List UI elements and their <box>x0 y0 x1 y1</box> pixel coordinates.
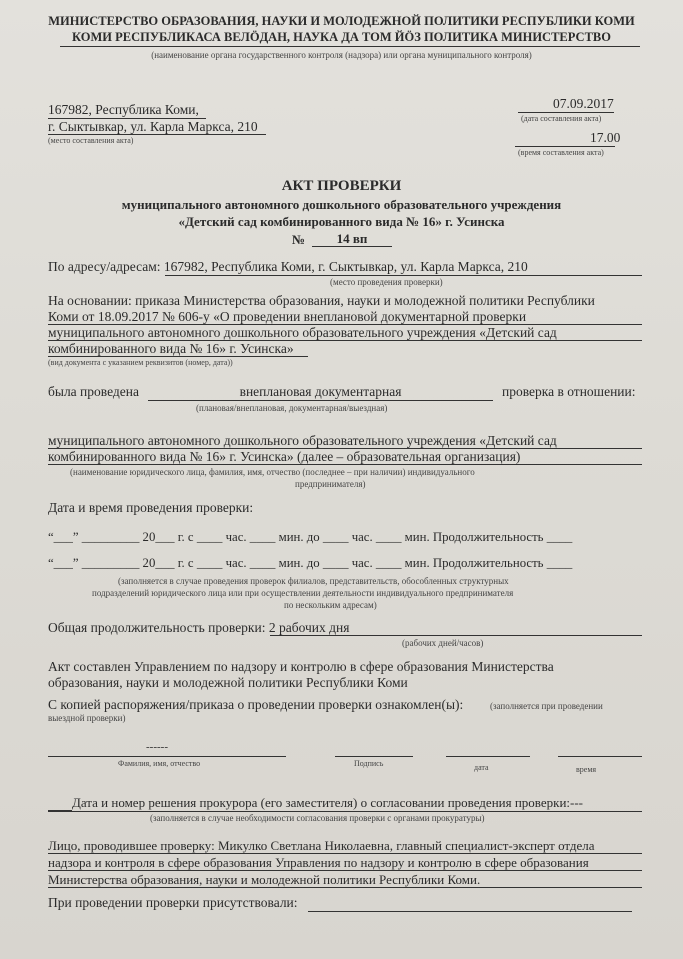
inspection-address: По адресу/адресам: 167982, Республика Коми, г. Сыктывкар, ул. Карла Маркса, 210 <box>48 259 528 274</box>
date-caption: (дата составления акта) <box>521 114 602 123</box>
duration-caption: (рабочих дней/часов) <box>402 638 484 648</box>
address-underline <box>165 275 642 276</box>
sig-name-line <box>48 756 286 757</box>
act-subtitle2: «Детский сад комбинированного вида № 16» г. Усинска <box>178 214 505 229</box>
basis-line3: муниципального автономного дошкольного образовательного учреждения «Детский сад <box>48 325 557 340</box>
ministry-name-ru: МИНИСТЕРСТВО ОБРАЗОВАНИЯ, НАУКИ И МОЛОДЕЖНОЙ ПОЛИТИКИ РЕСПУБЛИКИ КОМИ <box>48 14 635 28</box>
datetime-caption2: подразделений юридического лица или при осуществлении деятельности индивидуального предпринимателя <box>92 588 514 598</box>
place-underline2 <box>48 134 266 135</box>
entity-caption2: предпринимателя) <box>295 479 366 489</box>
act-number-underline <box>312 246 392 247</box>
datetime-caption1: (заполняется в случае проведения проверок филиалов, представительств, обособленных структурных <box>118 576 509 586</box>
act-number-sign: № <box>292 232 306 247</box>
inspection-type-suffix: проверка в отношении: <box>502 384 636 399</box>
header-underline <box>60 46 640 47</box>
act-number: 14 вп <box>336 231 368 246</box>
datetime-row1: “___” _________ 20___ г. с ____ час. ____ мин. до ____ час. ____ мин. Продолжительность ____ <box>48 530 573 544</box>
entity-line1: муниципального автономного дошкольного образовательного учреждения «Детский сад <box>48 433 557 448</box>
act-subtitle1: муниципального автономного дошкольного образовательного учреждения <box>121 197 562 212</box>
sig-date-line <box>446 756 530 757</box>
entity-caption1: (наименование юридического лица, фамилия, имя, отчество (последнее – при наличии) индивидуального <box>70 467 475 477</box>
inspection-type-underline <box>148 400 493 401</box>
entity-underline1 <box>48 448 642 449</box>
basis-underline2 <box>48 324 642 325</box>
caption-date: дата <box>474 763 489 772</box>
present-label: При проведении проверки присутствовали: <box>48 895 298 910</box>
caption-signature: Подпись <box>354 759 384 768</box>
prosecutor-underline <box>48 811 642 812</box>
place-line1: 167982, Республика Коми, <box>48 102 199 117</box>
inspection-type-value: внеплановая документарная <box>239 384 402 399</box>
present-underline <box>308 911 632 912</box>
acquainted-text: С копией распоряжения/приказа о проведении проверки ознакомлен(ы): <box>48 697 464 712</box>
caption-time: время <box>576 765 597 774</box>
compiled-line2: образования, науки и молодежной политики Республики Коми <box>48 675 408 690</box>
act-time: 17.00 <box>590 130 621 145</box>
compiled-line1: Акт составлен Управлением по надзору и контролю в сфере образования Министерства <box>48 659 554 674</box>
datetime-label: Дата и время проведения проверки: <box>48 500 254 515</box>
entity-line2: комбинированного вида № 16» г. Усинска» (далее – образовательная организация) <box>48 449 521 464</box>
ministry-name-komi: КОМИ РЕСПУБЛИКАСА ВЕЛÖДАН, НАУКА ДА ТОМ ЙÖЗ ПОЛИТИКА МИНИСТЕРСТВО <box>72 30 611 44</box>
basis-underline3 <box>48 340 642 341</box>
prosecutor-caption: (заполняется в случае необходимости согласования проверки с органами прокуратуры) <box>150 813 485 823</box>
inspector-line1: Лицо, проводившее проверку: Микулко Светлана Николаевна, главный специалист-эксперт отдела <box>48 838 595 853</box>
basis-line2: Коми от 18.09.2017 № 606-у «О проведении внеплановой документарной проверки <box>48 309 527 324</box>
datetime-caption3: по нескольким адресам) <box>284 600 377 610</box>
time-underline <box>515 146 615 147</box>
acquainted-note1: (заполняется при проведении <box>490 701 603 711</box>
caption-full-name: Фамилия, имя, отчество <box>118 759 201 768</box>
time-caption: (время составления акта) <box>518 148 604 157</box>
inspector-underline1 <box>48 853 642 854</box>
act-date: 07.09.2017 <box>553 96 614 111</box>
sig-sign-line <box>335 756 413 757</box>
basis-underline4 <box>48 356 308 357</box>
inspection-type-caption: (плановая/внеплановая, документарная/выездная) <box>196 403 388 413</box>
total-duration: Общая продолжительность проверки: 2 рабочих дня <box>48 620 350 635</box>
basis-line4: комбинированного вида № 16» г. Усинска» <box>48 341 294 356</box>
prosecutor-text: Дата и номер решения прокурора (его заместителя) о согласовании проведения проверки:--- <box>72 795 583 810</box>
entity-underline2 <box>48 464 642 465</box>
acquainted-note2: выездной проверки) <box>48 713 126 723</box>
place-caption: (место составления акта) <box>48 136 134 145</box>
inspector-line2: надзора и контроля в сфере образования Управления по надзору и контролю в сфере образования <box>48 855 589 870</box>
inspector-line3: Министерства образования, науки и молодежной политики Республики Коми. <box>48 872 481 887</box>
inspector-underline3 <box>48 887 642 888</box>
header-caption: (наименование органа государственного контроля (надзора) или органа муниципального контроля) <box>151 50 532 60</box>
datetime-row2: “___” _________ 20___ г. с ____ час. ____ мин. до ____ час. ____ мин. Продолжительность ____ <box>48 556 573 570</box>
inspector-underline2 <box>48 870 642 871</box>
inspection-type-prefix: была проведена <box>48 384 139 399</box>
duration-underline <box>270 635 642 636</box>
basis-line1: На основании: приказа Министерства образования, науки и молодежной политики Республики <box>48 293 595 308</box>
place-line2: г. Сыктывкар, ул. Карла Маркса, 210 <box>48 119 258 134</box>
address-caption: (место проведения проверки) <box>330 277 443 287</box>
basis-caption: (вид документа с указанием реквизитов (номер, дата)) <box>48 358 233 367</box>
acquainted-dashes: ------ <box>146 741 168 753</box>
sig-time-line <box>558 756 642 757</box>
date-underline <box>518 112 614 113</box>
act-title: АКТ ПРОВЕРКИ <box>281 178 402 194</box>
